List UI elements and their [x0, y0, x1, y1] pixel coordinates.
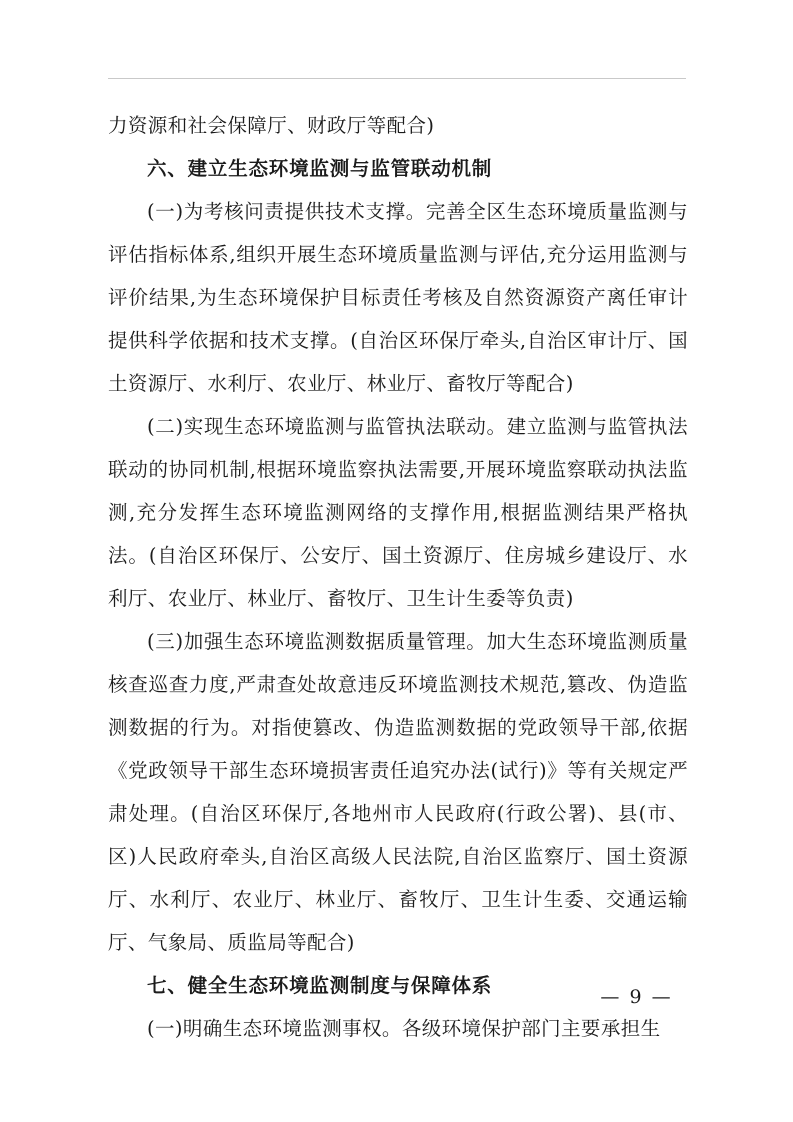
paragraph-seven-one: (一)明确生态环境监测事权。各级环境保护部门主要承担生: [147, 1017, 661, 1040]
header-divider: [108, 78, 686, 79]
document-body: [108, 104, 688, 1050]
page-number-text: — 9 —: [600, 986, 673, 1008]
paragraph-six-two: (二)实现生态环境监测与监管执法联动。建立监测与监管执法联动的协同机制,根据环境监察执法需要,开展环境监察联动执法监测,充分发挥生态环境监测网络的支撑作用,根据监测结果严格执法。(自治区环保厅、公安厅、国土资源厅、住房城乡建设厅、水利厅、农业厅、林业厅、畜牧厅、卫生计生委等负责): [108, 415, 688, 610]
paragraph-six-three: (三)加强生态环境监测数据质量管理。加大生态环境监测质量核查巡查力度,严肃查处故意违反环境监测技术规范,篡改、伪造监测数据的行为。对指使篡改、伪造监测数据的党政领导干部,依据《党政领导干部生态环境损害责任追究办法(试行)》等有关规定严肃处理。(自治区环保厅,各地州市人民政府(行政公署)、县(市、区)人民政府牵头,自治区高级人民法院,自治区监察厅、国土资源厅、水利厅、农业厅、林业厅、畜牧厅、卫生计生委、交通运输厅、气象局、质监局等配合): [108, 630, 688, 954]
section-heading-six: 六、建立生态环境监测与监管联动机制: [147, 157, 493, 180]
paragraph-continued: 力资源和社会保障厅、财政厅等配合): [108, 114, 435, 137]
page-number: [0, 986, 793, 1008]
section-heading-seven: 七、健全生态环境监测制度与保障体系: [147, 974, 493, 997]
paragraph-six-one: (一)为考核问责提供技术支撑。完善全区生态环境质量监测与评估指标体系,组织开展生态环境质量监测与评估,充分运用监测与评价结果,为生态环境保护目标责任考核及自然资源资产离任审计提供科学依据和技术支撑。(自治区环保厅牵头,自治区审计厅、国土资源厅、水利厅、农业厅、林业厅、畜牧厅等配合): [108, 200, 688, 395]
